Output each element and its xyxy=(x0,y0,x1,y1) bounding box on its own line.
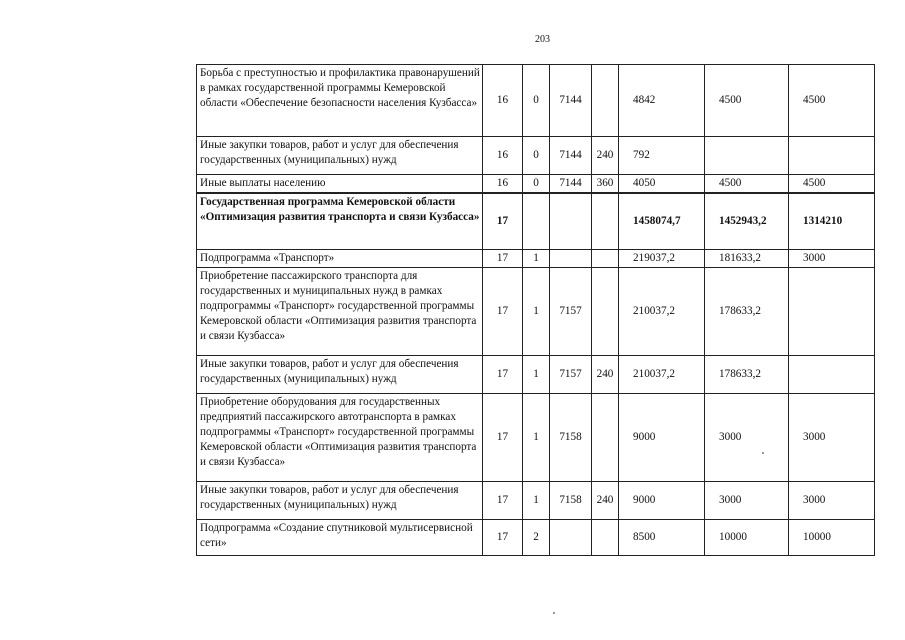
row-name: Иные закупки товаров, работ и услуг для обеспечения государственных (муниципальных) нужд xyxy=(197,355,483,393)
subsection-code: 0 xyxy=(523,137,550,175)
amount-year3: 10000 xyxy=(789,519,875,555)
amount-year3 xyxy=(789,267,875,355)
amount-year2: 10000 xyxy=(705,519,789,555)
budget-table xyxy=(196,64,875,556)
table-row xyxy=(197,249,875,267)
amount-year2: 4500 xyxy=(705,65,789,137)
subsection-code: 2 xyxy=(523,519,550,555)
row-name: Борьба с преступностью и профилактика правонарушений в рамках государственной программы Кемеровской области «Обеспечение безопасности населения Кузбасса» xyxy=(197,65,483,137)
amount-year2: 181633,2 xyxy=(705,249,789,267)
expense-type-code: 240 xyxy=(592,355,619,393)
amount-year3: 1314210 xyxy=(789,193,875,249)
expense-type-code xyxy=(592,249,619,267)
expense-type-code: 360 xyxy=(592,175,619,194)
amount-year2: 3000 xyxy=(705,393,789,481)
amount-year1: 4842 xyxy=(619,65,705,137)
table-row xyxy=(197,393,875,481)
subsection-code xyxy=(523,193,550,249)
amount-year1: 219037,2 xyxy=(619,249,705,267)
expense-type-code: 240 xyxy=(592,481,619,519)
table-row xyxy=(197,267,875,355)
amount-year2: 4500 xyxy=(705,175,789,194)
row-name: Иные закупки товаров, работ и услуг для обеспечения государственных (муниципальных) нужд xyxy=(197,137,483,175)
amount-year2: 178633,2 xyxy=(705,267,789,355)
expense-type-code: 240 xyxy=(592,137,619,175)
article-code: 7157 xyxy=(550,267,592,355)
article-code xyxy=(550,193,592,249)
article-code xyxy=(550,519,592,555)
amount-year1: 9000 xyxy=(619,481,705,519)
section-code: 17 xyxy=(483,393,523,481)
row-name: Иные закупки товаров, работ и услуг для обеспечения государственных (муниципальных) нужд xyxy=(197,481,483,519)
amount-year1: 9000 xyxy=(619,393,705,481)
amount-year1: 792 xyxy=(619,137,705,175)
table-row xyxy=(197,137,875,175)
amount-year3: 3000 xyxy=(789,249,875,267)
article-code: 7158 xyxy=(550,481,592,519)
amount-year2: 3000 xyxy=(705,481,789,519)
amount-year2: 178633,2 xyxy=(705,355,789,393)
expense-type-code xyxy=(592,267,619,355)
section-code: 16 xyxy=(483,175,523,194)
article-code: 7158 xyxy=(550,393,592,481)
expense-type-code xyxy=(592,65,619,137)
amount-year3: 4500 xyxy=(789,175,875,194)
amount-year1: 4050 xyxy=(619,175,705,194)
section-code: 17 xyxy=(483,519,523,555)
table-row xyxy=(197,175,875,194)
article-code: 7144 xyxy=(550,137,592,175)
row-name: Государственная программа Кемеровской области «Оптимизация развития транспорта и связи Кузбасса» xyxy=(197,193,483,249)
amount-year3: 4500 xyxy=(789,65,875,137)
expense-type-code xyxy=(592,193,619,249)
section-code: 16 xyxy=(483,65,523,137)
row-name: Подпрограмма «Создание спутниковой мультисервисной сети» xyxy=(197,519,483,555)
amount-year1: 1458074,7 xyxy=(619,193,705,249)
subsection-code: 0 xyxy=(523,65,550,137)
row-name: Иные выплаты населению xyxy=(197,175,483,194)
section-code: 17 xyxy=(483,193,523,249)
amount-year1: 210037,2 xyxy=(619,355,705,393)
subsection-code: 1 xyxy=(523,249,550,267)
scan-speck xyxy=(553,612,555,614)
row-name: Подпрограмма «Транспорт» xyxy=(197,249,483,267)
amount-year3: 3000 xyxy=(789,481,875,519)
subsection-code: 1 xyxy=(523,267,550,355)
amount-year1: 210037,2 xyxy=(619,267,705,355)
article-code: 7144 xyxy=(550,175,592,194)
expense-type-code xyxy=(592,393,619,481)
page-number: 203 xyxy=(535,34,550,45)
amount-year3: 3000 xyxy=(789,393,875,481)
expense-type-code xyxy=(592,519,619,555)
table-row xyxy=(197,65,875,137)
subsection-code: 1 xyxy=(523,481,550,519)
row-name: Приобретение оборудования для государственных предприятий пассажирского автотранспорта в рамках подпрограммы «Транспорт» государственной программы Кемеровской области «Оптимизация развития транспорта и связи Кузбасса» xyxy=(197,393,483,481)
table-row-program xyxy=(197,193,875,249)
table-row xyxy=(197,355,875,393)
amount-year3 xyxy=(789,355,875,393)
section-code: 17 xyxy=(483,249,523,267)
table-row xyxy=(197,481,875,519)
amount-year2: 1452943,2 xyxy=(705,193,789,249)
subsection-code: 0 xyxy=(523,175,550,194)
article-code: 7144 xyxy=(550,65,592,137)
article-code: 7157 xyxy=(550,355,592,393)
scan-speck xyxy=(762,452,764,454)
subsection-code: 1 xyxy=(523,393,550,481)
article-code xyxy=(550,249,592,267)
table-row xyxy=(197,519,875,555)
amount-year1: 8500 xyxy=(619,519,705,555)
section-code: 17 xyxy=(483,267,523,355)
row-name: Приобретение пассажирского транспорта для государственных и муниципальных нужд в рамках подпрограммы «Транспорт» государственной программы Кемеровской области «Оптимизация развития транспорта и связи Кузбасса» xyxy=(197,267,483,355)
amount-year3 xyxy=(789,137,875,175)
section-code: 16 xyxy=(483,137,523,175)
subsection-code: 1 xyxy=(523,355,550,393)
amount-year2 xyxy=(705,137,789,175)
section-code: 17 xyxy=(483,481,523,519)
section-code: 17 xyxy=(483,355,523,393)
